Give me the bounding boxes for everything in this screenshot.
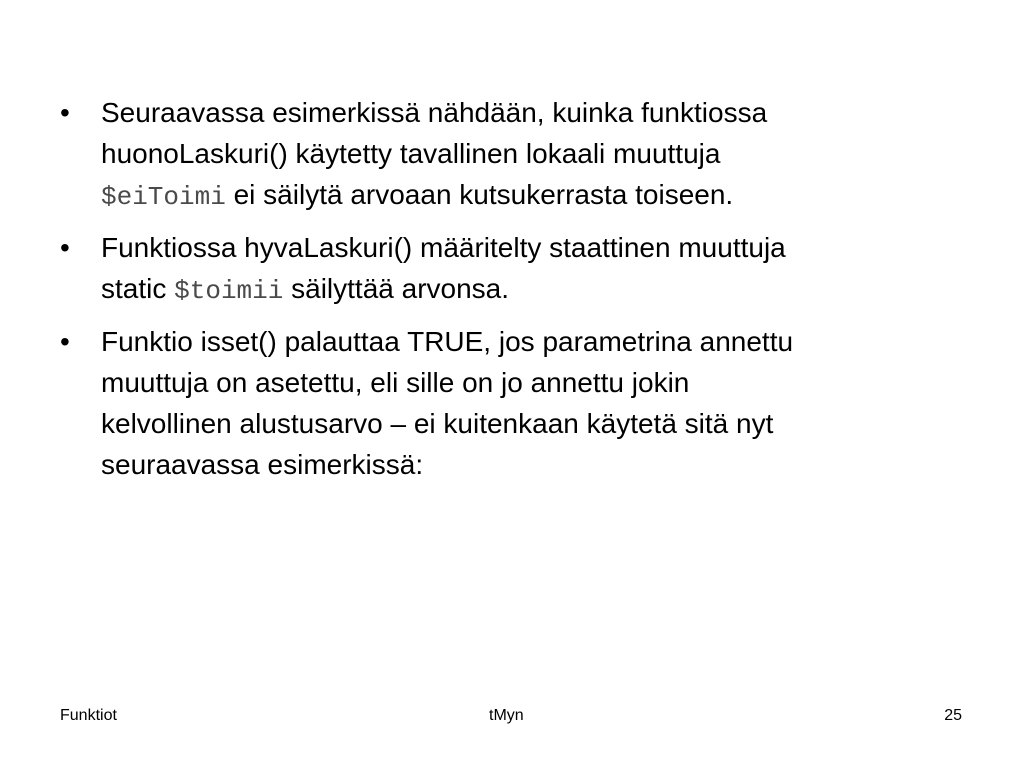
bullet-line xyxy=(101,362,960,403)
bullet-list xyxy=(60,92,960,494)
bullet-symbol: • xyxy=(60,97,70,128)
code-variable: $eiToimi xyxy=(101,182,226,212)
bullet-item xyxy=(60,321,960,485)
text: ei säilytä arvoaan kutsukerrasta toiseen. xyxy=(225,179,734,210)
bullet-line xyxy=(101,403,960,444)
text: kelvollinen alustusarvo – ei kuitenkaan käytetä sitä nyt xyxy=(101,408,774,439)
bullet-symbol: • xyxy=(60,232,70,263)
text: Seuraavassa esimerkissä nähdään, kuinka funktiossa xyxy=(101,97,768,128)
footer-author: tMyn xyxy=(489,707,524,724)
text: seuraavassa esimerkissä: xyxy=(101,449,424,480)
text: huonoLaskuri() käytetty tavallinen lokaali muuttuja xyxy=(101,138,721,169)
text: muuttuja on asetettu, eli sille on jo annettu jokin xyxy=(101,367,690,398)
bullet-line xyxy=(101,174,960,218)
text: Funktio isset() palauttaa TRUE, jos parametrina annettu xyxy=(101,326,794,357)
bullet-symbol: • xyxy=(60,326,70,357)
bullet-line xyxy=(101,444,960,485)
text: Funktiossa hyvaLaskuri() määritelty staattinen muuttuja xyxy=(101,232,786,263)
bullet-line xyxy=(101,227,960,268)
bullet-item xyxy=(60,92,960,218)
bullet-line xyxy=(101,92,960,133)
text: säilyttää arvonsa. xyxy=(283,273,510,304)
bullet-line xyxy=(101,133,960,174)
page-number: 25 xyxy=(944,707,962,724)
bullet-line xyxy=(101,268,960,312)
bullet-line xyxy=(101,321,960,362)
text: static xyxy=(101,273,175,304)
bullet-item xyxy=(60,227,960,312)
footer-title: Funktiot xyxy=(60,707,117,724)
code-variable: $toimii xyxy=(174,276,284,306)
